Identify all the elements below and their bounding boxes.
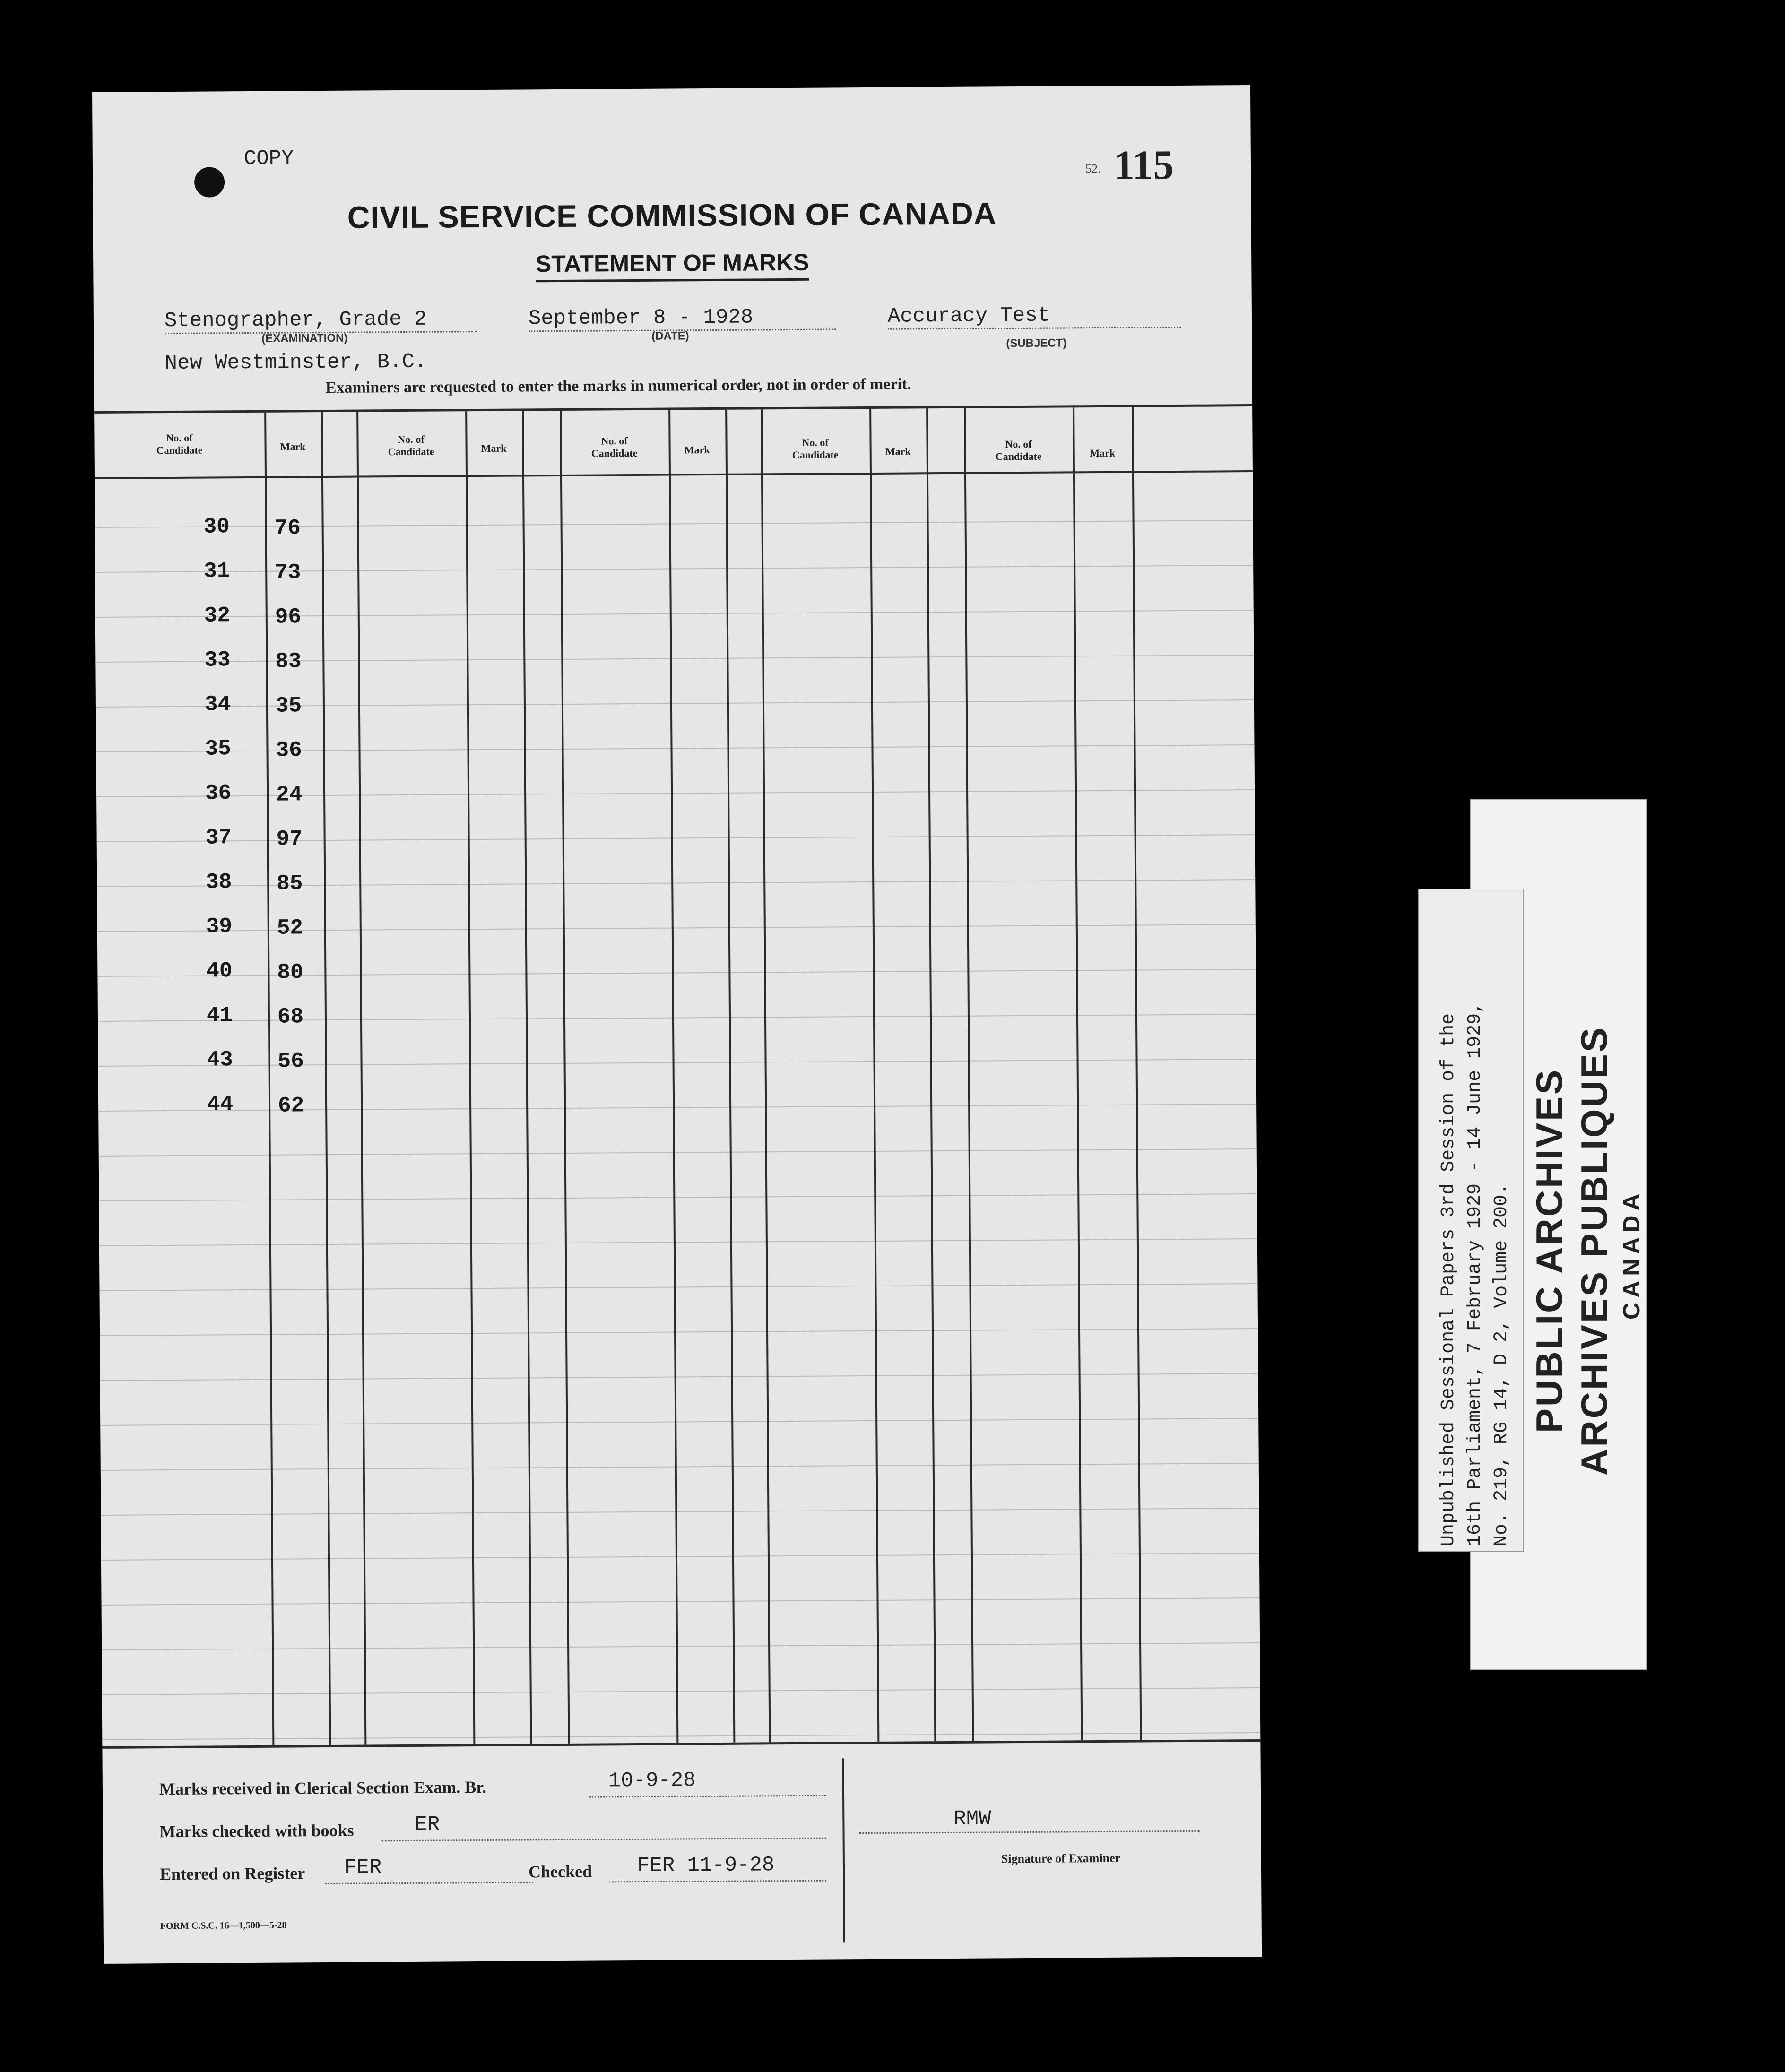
column-line (560, 411, 570, 1744)
column-line (761, 409, 771, 1742)
column-line (1073, 407, 1083, 1740)
candidate-number: 34 (204, 692, 231, 717)
candidate-number: 33 (204, 648, 231, 673)
candidate-number: 31 (204, 559, 230, 584)
candidate-mark: 76 (274, 516, 301, 541)
candidate-number: 40 (206, 958, 233, 984)
date-field: September 8 - 1928 (529, 305, 836, 332)
copy-mark: COPY (243, 147, 294, 171)
candidate-mark: 62 (277, 1093, 304, 1118)
candidate-number: 36 (205, 781, 232, 806)
signature-value: RMW (953, 1807, 991, 1831)
candidate-mark: 96 (275, 604, 302, 630)
ruled-line (95, 610, 1254, 618)
candidate-number: 41 (206, 1003, 233, 1028)
candidate-mark: 73 (275, 560, 301, 585)
received-value: 10-9-28 (608, 1769, 696, 1793)
mark-column-header: Mark (280, 440, 306, 453)
candidate-column-header: No. of Candidate (388, 433, 434, 458)
ruled-line (97, 879, 1255, 887)
candidate-mark: 36 (276, 738, 302, 763)
column-line (668, 410, 678, 1743)
ruled-line (101, 1463, 1259, 1471)
column-line (356, 412, 366, 1745)
ruled-line (95, 655, 1254, 663)
ruled-line (96, 699, 1254, 708)
ruled-line (102, 1642, 1260, 1650)
ruled-line (101, 1508, 1259, 1516)
ruled-line (98, 1104, 1256, 1112)
checked-dots (609, 1880, 826, 1883)
page-mark: 52. (1085, 161, 1101, 176)
examination-field: Stenographer, Grade 2 (165, 307, 477, 334)
location-field: New Westminster, B.C. (165, 350, 427, 376)
form-code: FORM C.S.C. 16—1,500—5-28 (160, 1920, 287, 1932)
ruled-line (97, 834, 1255, 842)
subject-field: Accuracy Test (888, 303, 1181, 330)
checked-books-dots (382, 1838, 826, 1842)
punch-hole (194, 167, 225, 197)
mark-column-header: Mark (481, 442, 507, 454)
ruled-lines (92, 85, 1250, 92)
entered-dots (325, 1882, 533, 1884)
table-top-border (94, 404, 1252, 414)
candidate-mark: 68 (277, 1004, 304, 1029)
checked-label: Checked (528, 1862, 592, 1882)
candidate-number: 37 (205, 825, 232, 850)
candidate-column-header: No. of Candidate (792, 436, 839, 461)
candidate-mark: 85 (277, 871, 303, 896)
ruled-line (99, 1148, 1257, 1157)
checked-books-value: ER (415, 1813, 440, 1837)
ruled-line (101, 1553, 1259, 1561)
ruled-line (100, 1418, 1258, 1426)
entered-label: Entered on Register (159, 1864, 305, 1884)
page-number: 115 (1113, 142, 1174, 189)
ruled-line (97, 924, 1256, 932)
ruled-line (102, 1687, 1260, 1695)
candidate-mark: 52 (277, 915, 303, 941)
column-line (926, 408, 936, 1741)
candidate-column-header: No. of Candidate (156, 432, 203, 457)
candidate-number: 44 (207, 1092, 234, 1117)
ruled-line (99, 1238, 1257, 1246)
candidate-column-header: No. of Candidate (591, 435, 638, 459)
date-caption: (DATE) (651, 329, 689, 343)
candidate-mark: 24 (276, 782, 303, 807)
examination-caption: (EXAMINATION) (261, 331, 348, 345)
ruled-line (99, 1283, 1257, 1291)
mark-column-header: Mark (1090, 447, 1116, 459)
archive-reference-card (1418, 889, 1524, 1552)
archive-stamp-line3: CANADA (1618, 1189, 1645, 1320)
mark-column-header: Mark (684, 444, 710, 456)
form-subtitle: STATEMENT OF MARKS (93, 246, 1251, 280)
ruled-line (100, 1328, 1258, 1336)
column-line (725, 410, 735, 1743)
candidate-column-header: No. of Candidate (995, 438, 1042, 463)
candidate-mark: 80 (277, 960, 303, 985)
ruled-line (96, 744, 1255, 752)
column-line (522, 411, 532, 1744)
column-line (964, 408, 974, 1741)
ruled-line (98, 1059, 1256, 1067)
ruled-line (102, 1732, 1260, 1740)
candidate-number: 30 (203, 514, 230, 539)
instruction-text: Examiners are requested to enter the marks in numerical order, not in order of merit. (325, 375, 911, 397)
ruled-line (100, 1373, 1258, 1381)
ruled-line (99, 1193, 1257, 1201)
archive-ref-line1: Unpublished Sessional Papers 3rd Session of the (1438, 1013, 1459, 1546)
archive-ref-line2: 16th Parliament, 7 February 1929 - 14 June 1929, (1464, 1001, 1486, 1546)
checked-books-label: Marks checked with books (159, 1821, 354, 1841)
archive-ref-line3: No. 219, RG 14, D 2, Volume 200. (1491, 1183, 1512, 1546)
ruled-line (95, 520, 1253, 528)
subject-caption: (SUBJECT) (1006, 337, 1067, 350)
checked-value: FER 11-9-28 (637, 1853, 775, 1878)
mark-column-header: Mark (885, 445, 911, 458)
candidate-mark: 56 (277, 1049, 304, 1074)
column-line (869, 409, 879, 1742)
footer-divider (842, 1758, 845, 1942)
signature-line (859, 1830, 1200, 1834)
ruled-line (97, 969, 1256, 977)
candidate-mark: 83 (275, 649, 302, 674)
column-line (321, 412, 331, 1745)
ruled-line (98, 1014, 1256, 1022)
form-title: CIVIL SERVICE COMMISSION OF CANADA (347, 196, 997, 235)
candidate-number: 38 (206, 870, 232, 895)
table-header-border (95, 470, 1253, 479)
candidate-number: 35 (205, 736, 231, 761)
archive-stamp-line2: ARCHIVES PUBLIQUES (1573, 1026, 1615, 1476)
candidate-mark: 35 (275, 693, 302, 718)
archive-stamp-line1: PUBLIC ARCHIVES (1528, 1068, 1570, 1433)
candidate-number: 39 (206, 914, 233, 939)
received-label: Marks received in Clerical Section Exam. Br. (159, 1777, 486, 1799)
statement-of-marks-sheet (92, 85, 1262, 1964)
candidate-number: 43 (207, 1047, 233, 1072)
table-bottom-border (102, 1739, 1260, 1749)
received-dots (589, 1795, 826, 1798)
column-line (465, 411, 475, 1744)
column-line (1132, 407, 1142, 1740)
entered-value: FER (344, 1856, 382, 1880)
candidate-mark: 97 (276, 827, 303, 852)
ruled-line (95, 565, 1253, 573)
ruled-line (102, 1597, 1260, 1606)
ruled-line (96, 789, 1255, 797)
column-lines (92, 85, 1250, 92)
candidate-number: 32 (204, 603, 231, 628)
column-line (264, 413, 274, 1745)
signature-caption: Signature of Examiner (1001, 1851, 1121, 1866)
